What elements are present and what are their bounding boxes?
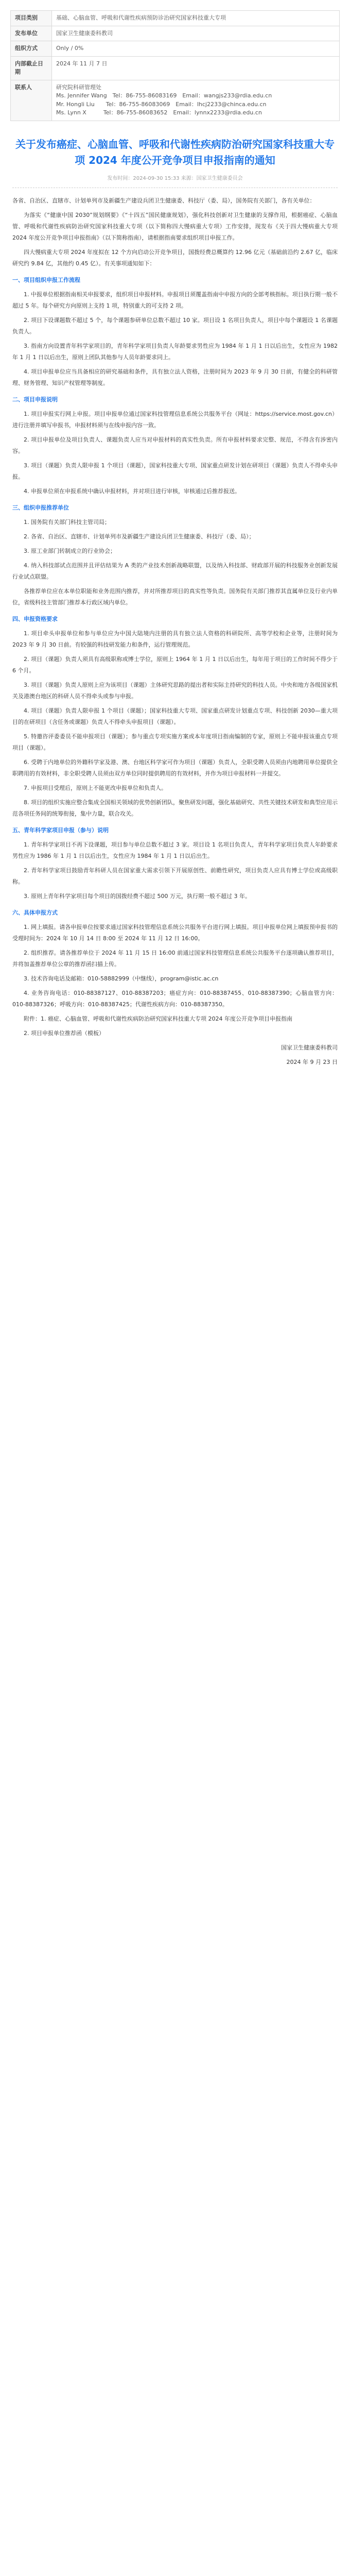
body-paragraph: 四大慢病重大专项 2024 年度拟在 12 个方向启动公开竞争项目，国拨经费总概算约 12.96 亿元（基础前沿约 2.67 亿，临床研究约 9.84 亿，其他约 0.45 亿）。有关事项通知如下： <box>12 248 338 267</box>
section-heading: 三、组织申报推荐单位 <box>12 504 69 511</box>
project-info-body <box>11 11 340 121</box>
body-paragraph: 2. 项目申报单位及项目负责人、课题负责人应当对申报材料的真实性负责。所有申报材料要求完整、规范，不得含有涉密内容。 <box>12 436 338 454</box>
notice-title: 关于发布癌症、心脑血管、呼吸和代谢性疾病防治研究国家科技重大专项 2024 年度公开竞争项目申报指南的通知 <box>15 138 335 166</box>
body-paragraph: 5. 特邀咨评委委员不能申报项目（课题）；参与重点专项实施方案或本年度项目指南编制的专家，原则上不能申报该重点专项项目（课题）。 <box>12 733 338 751</box>
contact-key: 联系人 <box>11 80 52 121</box>
body-paragraph: 为落实《“健康中国 2030”规划纲要》《“十四五”国民健康规划》，强化科技创新对卫生健康的支撑作用，根据癌症、心脑血管、呼吸和代谢性疾病防治研究国家科技重大专项（以下简称四大慢病重大专项）工作安排，现发布《关于四大慢病重大专项 2024 年度公开竞争项目申报指南》（以下简称指南），请根据指南要求组织项目申报工作。 <box>12 211 338 241</box>
body-paragraph: 4. 项目（课题）负责人限申报 1 个项目（课题）；国家科技重大专项、国家重点研发计划重点专项、科技创新 2030—重大项目的在研项目（含任务或课题）负责人不得牵头申报项目（课题）。 <box>12 707 338 725</box>
body-paragraph: 3. 技术咨询电话及邮箱：010-58882999（中继线），program@istic.ac.cn <box>24 975 219 982</box>
section-heading: 五、青年科学家项目申报（参与）说明 <box>12 826 109 834</box>
body-paragraph: 附件：1. 癌症、心脑血管、呼吸和代谢性疾病防治研究国家科技重大专项 2024 年度公开竞争项目申报指南 <box>24 1015 292 1022</box>
contact-value <box>52 80 340 121</box>
contact-line: 研究院科研管理处 <box>56 83 101 91</box>
body-paragraph: 8. 项目的组织实施应整合集成全国相关领域的优势创新团队，聚焦研发问题，强化基础研究、共性关键技术研发和典型应用示范各项任务间的统筹衔接，集中力量，联合攻关。 <box>12 799 338 817</box>
body-paragraph: 1. 项目牵头申报单位和参与单位应为中国大陆境内注册的具有独立法人资格的科研院所、高等学校和企业等，注册时间为 2023 年 9 月 30 日前。有较强的科技研发能力和条件，运行管理规范。 <box>12 630 338 648</box>
info-key: 项目类别 <box>11 11 52 26</box>
body-paragraph: 1. 国务院有关部门科技主管司局； <box>24 518 110 526</box>
body-paragraph: 3. 项目（课题）负责人原则上应为该项目（课题）主体研究思路的提出者和实际主持研究的科技人员。中央和地方各级国家机关及港澳台地区的科研人员不得牵头或参与申报。 <box>12 681 338 700</box>
info-row <box>11 11 340 26</box>
info-value: Only / 0% <box>52 41 340 57</box>
publish-info: 发布时间：2024-09-30 15:33 来源：国家卫生健康委员会 <box>107 175 243 181</box>
body-paragraph: 2. 项目下设课题数不超过 5 个，每个课题参研单位总数不超过 10 家。项目设 1 名项目负责人，项目中每个课题设 1 名课题负责人。 <box>12 316 338 335</box>
body-paragraph: 3. 原工业部门转制成立的行业协会； <box>24 547 116 554</box>
info-key: 内部截止日期 <box>11 56 52 80</box>
body-paragraph: 各省、自治区、直辖市、计划单列市及新疆生产建设兵团卫生健康委、科技厅（委、局），国务院有关部门，各有关单位： <box>12 197 316 204</box>
body-paragraph: 6. 受聘于内地单位的外籍科学家及港、澳、台地区科学家可作为项目（课题）负责人，全职受聘人员须由内地聘用单位提供全职聘用的有效材料，非全职受聘人员须由双方单位同时提供聘用的有效材料，并作为项目申报材料一并提交。 <box>12 758 338 777</box>
contact-line: Mr. Hongli Liu Tel：86-755-86083069 Email：lhcj2233@chinca.edu.cn <box>56 100 267 108</box>
info-value: 国家卫生健康委科教司 <box>52 26 340 41</box>
body-paragraph: 2. 项目（课题）负责人须具有高级职称或博士学位，原则上 1964 年 1 月 1 日以后出生，每年用于项目的工作时间不得少于 6 个月。 <box>12 655 338 674</box>
body-paragraph: 1. 项目申报实行网上申报。项目申报单位通过国家科技管理信息系统公共服务平台（网址：https://service.most.gov.cn）进行注册并填写申报书，申报材料须与在线申报内容一致。 <box>12 410 338 429</box>
section-heading: 一、项目组织申报工作流程 <box>12 276 80 283</box>
info-row <box>11 56 340 80</box>
body-paragraph: 4. 业务咨询电话：010-88387127、010-88387203；癌症方向：010-88387455、010-88387390；心脑血管方向：010-88387326；呼吸方向：010-88387425；代谢性疾病方向：010-88387350。 <box>12 989 338 1008</box>
body-paragraph: 3. 原则上青年科学家项目每个项目的国拨经费不超过 500 万元，执行期一般不超过 3 年。 <box>24 892 251 900</box>
contact-row <box>11 80 340 121</box>
body-paragraph: 1. 网上填报。请各申报单位按要求通过国家科技管理信息系统公共服务平台进行网上填报。项目申报单位网上填报预申报书的受理时间为：2024 年 10 月 14 日 8:00 至 2024 年 11 月 12 日 16:00。 <box>12 923 338 942</box>
body-paragraph: 1. 中报单位根据指南相关申报要求，组织项目申报材料。申报项目须覆盖指南中申报方向的全部考核指标。项目执行期一般不超过 5 年。每个研究方向原则上支持 1 项，特别重大的可支持 2 项。 <box>12 291 338 309</box>
info-value: 基础、心脑血管、呼吸和代谢性疾病预防诊治研究国家科技重大专项 <box>52 11 340 26</box>
body-paragraph: 3. 指南方向设置青年科学家项目的，青年科学家项目负责人年龄要求男性应为 1984 年 1 月 1 日以后出生，女性应为 1982 年 1 月 1 日以后出生，原则上团队其他参与人员年龄要求同上。 <box>12 342 338 361</box>
body-paragraph: 7. 申报项目受理后，原则上不能更改申报单位和负责人。 <box>24 784 167 791</box>
body-paragraph: 4. 纳入科技部试点范围并且评估结果为 A 类的产业技术创新战略联盟，以及纳入科技部、财政部开展的科技服务业创新发展行业试点联盟。 <box>12 562 338 580</box>
project-info-table <box>10 10 340 121</box>
info-value: 2024 年 11 月 7 日 <box>52 56 340 80</box>
body-paragraph: 各推荐单位应在本单位职能和业务范围内推荐，并对所推荐项目的真实性等负责。国务院有关部门推荐其直属单位及行业内单位，省级科技主管部门推荐本行政区域内单位。 <box>12 587 338 606</box>
section-heading: 六、具体申报方式 <box>12 909 58 916</box>
info-row <box>11 41 340 57</box>
info-row <box>11 26 340 41</box>
body-paragraph: 2. 青年科学家项目鼓励青年科研人员在国家重大需求引领下开展原创性、前瞻性研究，项目负责人应具有博士学位或高级职称。 <box>12 867 338 885</box>
body-paragraph: 2024 年 9 月 23 日 <box>286 1058 338 1065</box>
section-heading: 四、申报资格要求 <box>12 615 58 622</box>
body-paragraph: 3. 项目（课题）负责人限申报 1 个项目（课题），国家科技重大专项、国家重点研发计划在研项目（课题）负责人不得牵头申报。 <box>12 462 338 480</box>
body-paragraph: 2. 各省、自治区、直辖市、计划单列市及新疆生产建设兵团卫生健康委、科技厅（委、局）； <box>24 533 255 540</box>
body-paragraph: 2. 项目申报单位推荐函（模板） <box>24 1029 104 1037</box>
body-paragraph: 2. 组织推荐。请各推荐单位于 2024 年 11 月 15 日 16:00 前通过国家科技管理信息系统公共服务平台逐项确认推荐项目，并将加盖推荐单位公章的推荐函扫描上传。 <box>12 949 338 968</box>
body-paragraph: 国家卫生健康委科教司 <box>281 1044 338 1051</box>
contact-line: Ms. Lynn X Tel：86-755-86083652 Email：lynnx2233@rdia.edu.cn <box>56 109 262 116</box>
contact-line: Ms. Jennifer Wang Tel：86-755-86083169 Email：wangjs233@rdia.edu.cn <box>56 92 272 99</box>
notice-body <box>12 195 338 1068</box>
info-key: 组织方式 <box>11 41 52 57</box>
section-heading: 二、项目申报说明 <box>12 396 58 403</box>
body-paragraph: 1. 青年科学家项目不再下设课题，项目参与单位总数不超过 3 家。项目设 1 名项目负责人，青年科学家项目负责人年龄要求男性应为 1986 年 1 月 1 日以后出生，女性应为 1984 年 1 月 1 日以后出生。 <box>12 841 338 859</box>
body-paragraph: 4. 项目申报单位应当具备相应的研究基础和条件，具有独立法人资格，注册时间为 2023 年 9 月 30 日前，有健全的科研管理、财务管理、知识产权管理等制度。 <box>12 368 338 386</box>
info-key: 发布单位 <box>11 26 52 41</box>
body-paragraph: 4. 申报单位须在申报系统中确认申报材料，并对项目进行审核，审核通过后推荐报送。 <box>24 487 240 495</box>
